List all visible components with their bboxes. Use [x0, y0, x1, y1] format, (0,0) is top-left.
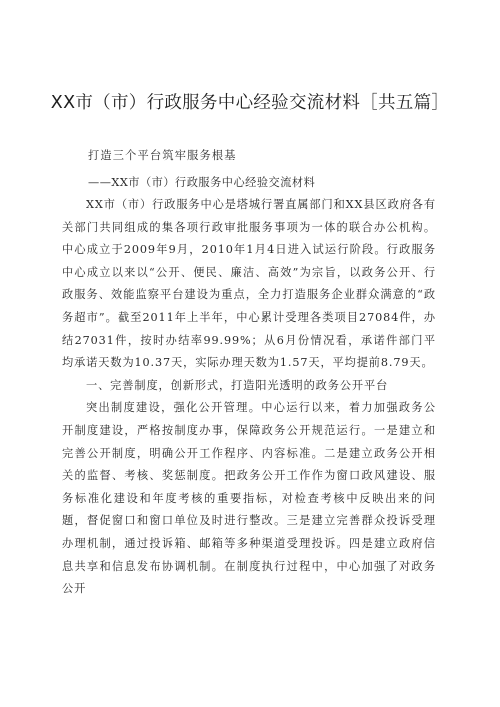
paragraph-section-1: 突出制度建设，强化公开管理。中心运行以来，着力加强政务公开制度建设，严格按制度办事，保障政务公开规范运行。一是建立和完善公开制度，明确公开工作程序、内容标准。二是建立政务公开相关的监督、考核、奖惩制度。把政务公开工作作为窗口政风建设、服务标准化建设和年度考核的重要指标，对检查考核中反映出来的问题，督促窗口和窗口单位及时进行整改。三是建立完善群众投诉受理办理机制，通过投诉箱、邮箱等多种渠道受理投诉。四是建立政府信息共享和信息发布协调机制。在制度执行过程中，中心加强了对政务公开: [62, 401, 436, 596]
document-subtitle: 打造三个平台筑牢服务根基: [88, 149, 237, 162]
document-title: XX市（市）行政服务中心经验交流材料［共五篇］: [50, 93, 450, 113]
section-heading-1: 一、完善制度，创新形式，打造阳光透明的政务公开平台: [86, 378, 389, 392]
document-byline: ——XX市（市）行政服务中心经验交流材料: [88, 176, 316, 189]
document-body: [62, 194, 436, 601]
paragraph-intro: XX市（市）行政服务中心是塔城行署直属部门和XX县区政府各有关部门共同组成的集各项行政审批服务事项为一体的联合办公机构。中心成立于2009年9月，2010年1月4日进入试运行阶段。行政服务中心成立以来以“公开、便民、廉洁、高效”为宗旨，以政务公开、行政服务、效能监察平台建设为重点，全力打造服务企业群众满意的“政务超市”。截至2011年上半年，中心累计受理各类项目27084件，办结27031件，按时办结率99.99%；从6月份情况看，承诺件部门平均承诺天数为10.37天，实际办理天数为1.57天，平均提前8.79天。: [62, 198, 436, 370]
